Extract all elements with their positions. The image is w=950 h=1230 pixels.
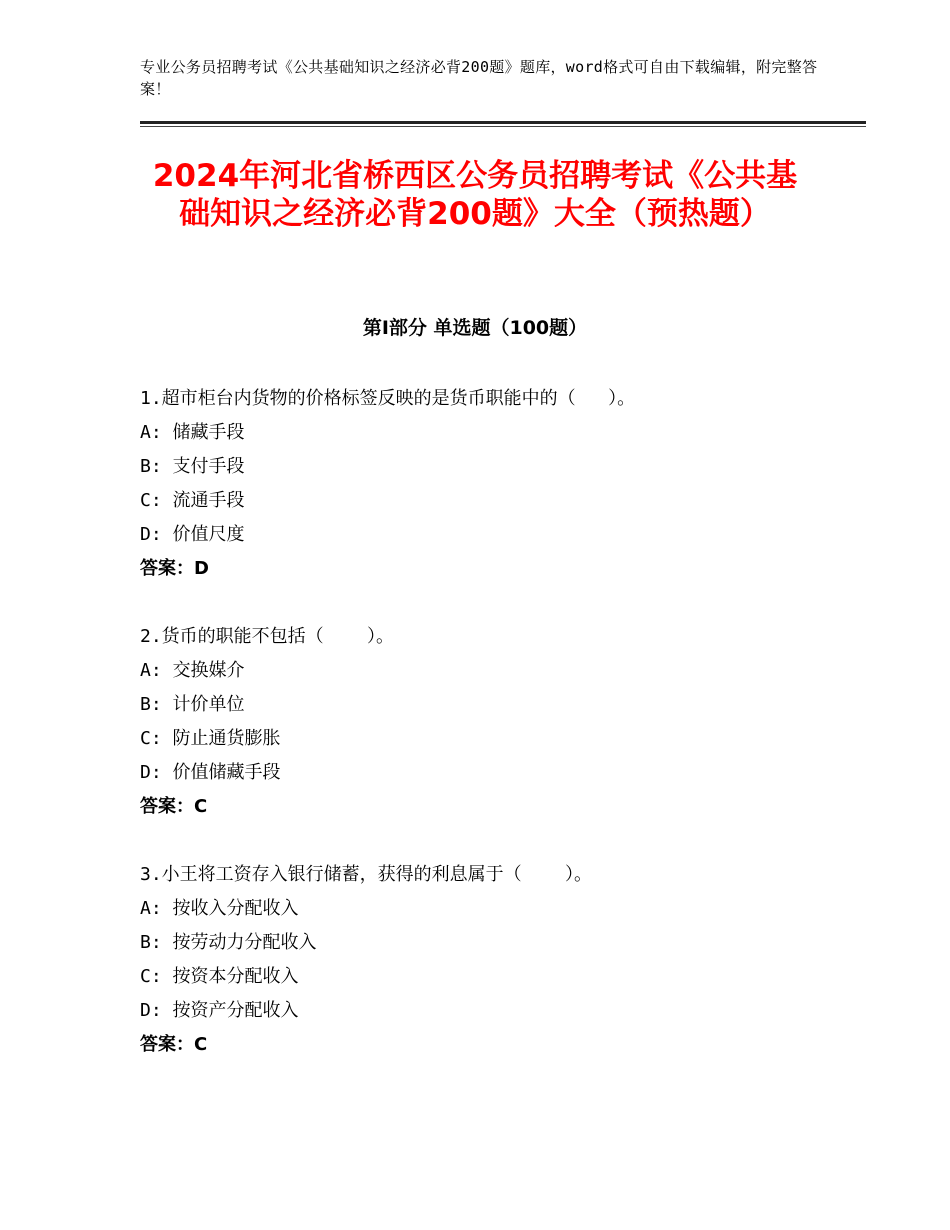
option-a: A: 按收入分配收入 xyxy=(140,898,299,919)
header-note: 专业公务员招聘考试《公共基础知识之经济必背200题》题库，word格式可自由下载编辑，附完整答案！ xyxy=(140,58,818,98)
answer: 答案：C xyxy=(140,796,208,817)
question-stem: 1.超市柜台内货物的价格标签反映的是货币职能中的（ ）。 xyxy=(140,388,636,409)
option-d: D: 价值储藏手段 xyxy=(140,762,281,783)
answer: 答案：D xyxy=(140,558,209,579)
document-title: 2024年河北省桥西区公务员招聘考试《公共基础知识之经济必背200题》大全（预热题） xyxy=(152,158,798,232)
header-rule-thin xyxy=(140,126,866,127)
option-b: B: 按劳动力分配收入 xyxy=(140,932,317,953)
option-d: D: 按资产分配收入 xyxy=(140,1000,299,1021)
question-3 xyxy=(140,858,840,1062)
option-c: C: 防止通货膨胀 xyxy=(140,728,281,749)
option-a: A: 储藏手段 xyxy=(140,422,245,443)
option-b: B: 计价单位 xyxy=(140,694,245,715)
option-c: C: 按资本分配收入 xyxy=(140,966,299,987)
option-c: C: 流通手段 xyxy=(140,490,245,511)
option-b: B: 支付手段 xyxy=(140,456,245,477)
question-stem: 2.货币的职能不包括（ ）。 xyxy=(140,626,395,647)
question-stem: 3.小王将工资存入银行储蓄，获得的利息属于（ ）。 xyxy=(140,864,593,885)
section-heading: 第Ⅰ部分 单选题（100题） xyxy=(362,317,588,339)
answer: 答案：C xyxy=(140,1034,208,1055)
question-2 xyxy=(140,620,840,824)
option-d: D: 价值尺度 xyxy=(140,524,245,545)
question-list xyxy=(140,382,840,1096)
option-a: A: 交换媒介 xyxy=(140,660,245,681)
header-rule-thick xyxy=(140,121,866,124)
question-1 xyxy=(140,382,840,586)
